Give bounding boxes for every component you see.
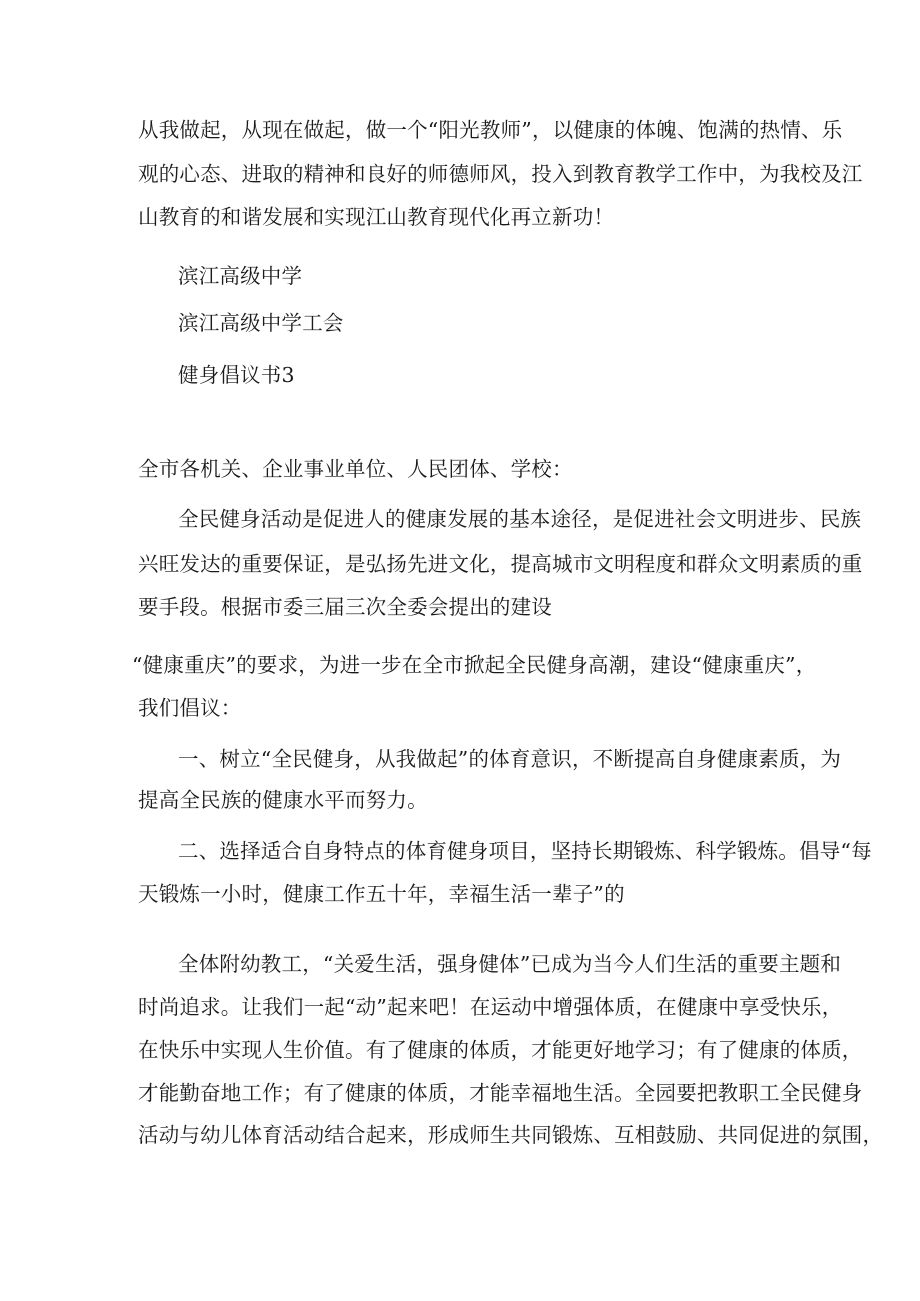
text-line: 观的心态、进取的精神和良好的师德师风，投入到教育教学工作中，为我校及江 bbox=[138, 162, 863, 186]
text-line: 才能勤奋地工作；有了健康的体质，才能幸福地生活。全园要把教职工全民健身 bbox=[138, 1081, 863, 1105]
union-name: 滨江高级中学工会 bbox=[178, 311, 344, 335]
text-line: 一、树立“全民健身，从我做起”的体育意识，不断提高自身健康素质，为 bbox=[178, 747, 842, 771]
text-line: 提高全民族的健康水平而努力。 bbox=[138, 788, 428, 812]
text-line: “健康重庆”的要求，为进一步在全市掀起全民健身高潮，建设“健康重庆”， bbox=[132, 653, 817, 677]
school-name: 滨江高级中学 bbox=[178, 264, 303, 288]
document-title: 健身倡议书3 bbox=[178, 363, 295, 387]
text-line: 我们倡议： bbox=[138, 696, 242, 720]
text-line: 时尚追求。让我们一起“动”起来吧！在运动中增强体质，在健康中享受快乐， bbox=[138, 995, 843, 1019]
text-line: 在快乐中实现人生价值。有了健康的体质，才能更好地学习；有了健康的体质， bbox=[138, 1038, 863, 1062]
text-line: 天锻炼一小时，健康工作五十年，幸福生活一辈子”的 bbox=[138, 882, 625, 906]
salutation: 全市各机关、企业事业单位、人民团体、学校： bbox=[138, 457, 573, 481]
text-line: 山教育的和谐发展和实现江山教育现代化再立新功！ bbox=[138, 205, 615, 229]
text-line: 全民健身活动是促进人的健康发展的基本途径，是促进社会文明进步、民族 bbox=[178, 507, 862, 531]
text-line: 从我做起，从现在做起，做一个“阳光教师”，以健康的体魄、饱满的热情、乐 bbox=[138, 118, 843, 142]
text-line: 要手段。根据市委三届三次全委会提出的建设 bbox=[138, 595, 552, 619]
text-line: 活动与幼儿体育活动结合起来，形成师生共同锻炼、互相鼓励、共同促进的氛围， bbox=[138, 1123, 884, 1147]
text-line: 兴旺发达的重要保证，是弘扬先进文化，提高城市文明程度和群众文明素质的重 bbox=[138, 552, 863, 576]
text-line: 全体附幼教工，“关爱生活，强身健体”已成为当今人们生活的重要主题和 bbox=[178, 952, 842, 976]
text-line: 二、选择适合自身特点的体育健身项目，坚持长期锻炼、科学锻炼。倡导“每 bbox=[178, 839, 872, 863]
